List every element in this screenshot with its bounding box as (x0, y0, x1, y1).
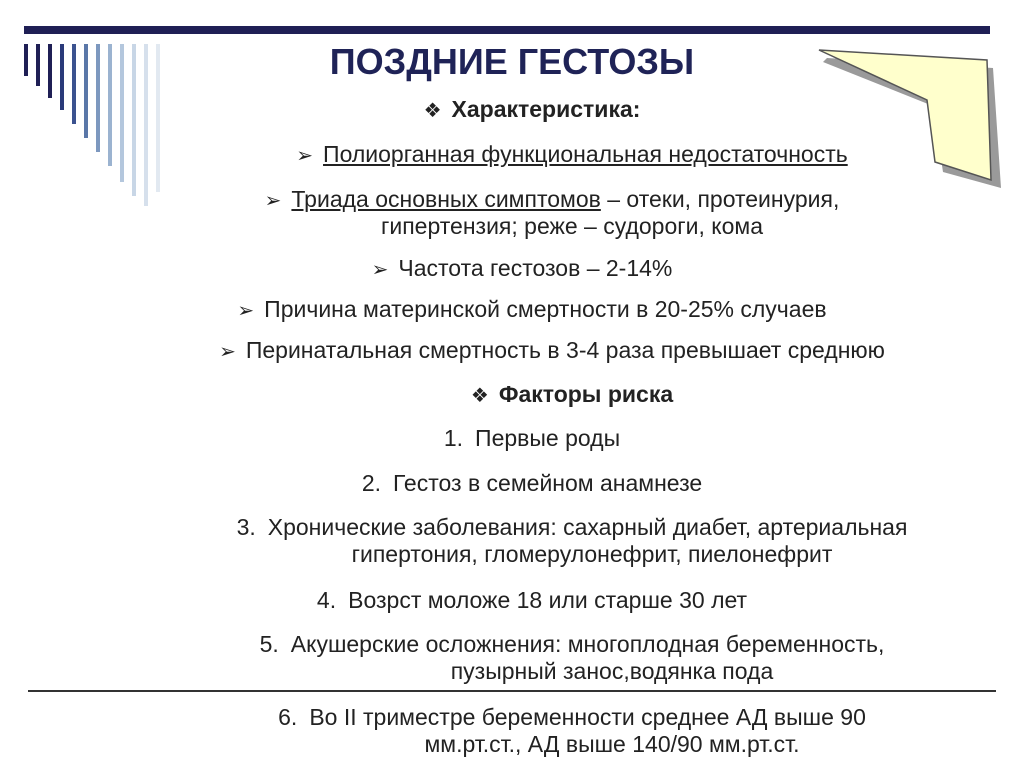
diamond-bullet-icon: ❖ (470, 385, 489, 407)
list-item: ➢ Перинатальная смертность в 3-4 раза превышает среднюю (219, 337, 885, 363)
list-item: ➢ Причина материнской смертности в 20-25% случаев (237, 296, 827, 322)
list-item: 2. Гестоз в семейном анамнезе (361, 470, 703, 496)
section-heading-characteristics: ❖ Характеристика: (423, 96, 641, 122)
list-item: ➢ Частота гестозов – 2-14% (371, 255, 673, 281)
list-item: ➢ Полиорганная функциональная недостаточность (296, 141, 848, 167)
list-item-continuation: гипертензия; реже – судороги, кома (380, 213, 763, 239)
list-item: ➢ Триада основных симптомов – отеки, протеинурия, (264, 186, 840, 212)
section-heading-risk-factors: ❖ Факторы риска (470, 381, 674, 407)
diamond-bullet-icon: ❖ (423, 100, 442, 122)
list-item: 5. Акушерские осложнения: многоплодная беременность, (259, 631, 885, 657)
arrow-bullet-icon: ➢ (264, 190, 282, 212)
list-item: 4. Возрст моложе 18 или старше 30 лет (316, 587, 748, 613)
list-item-continuation: мм.рт.ст., АД выше 140/90 мм.рт.ст. (424, 731, 800, 757)
list-item-continuation: гипертония, гломерулонефрит, пиелонефрит (351, 541, 833, 567)
arrow-bullet-icon: ➢ (237, 300, 255, 322)
list-item: 3. Хронические заболевания: сахарный диабет, артериальная (236, 514, 908, 540)
list-item: 1. Первые роды (443, 425, 621, 451)
arrow-bullet-icon: ➢ (219, 341, 236, 363)
top-rule (24, 26, 990, 34)
list-item: 6. Во II триместре беременности среднее АД выше 90 (278, 704, 866, 730)
page-title: ПОЗДНИЕ ГЕСТОЗЫ (329, 41, 695, 82)
arrow-bullet-icon: ➢ (296, 145, 314, 167)
arrow-bullet-icon: ➢ (371, 259, 389, 281)
list-item-continuation: пузырный занос,водянка пода (450, 658, 774, 684)
divider (28, 690, 996, 692)
